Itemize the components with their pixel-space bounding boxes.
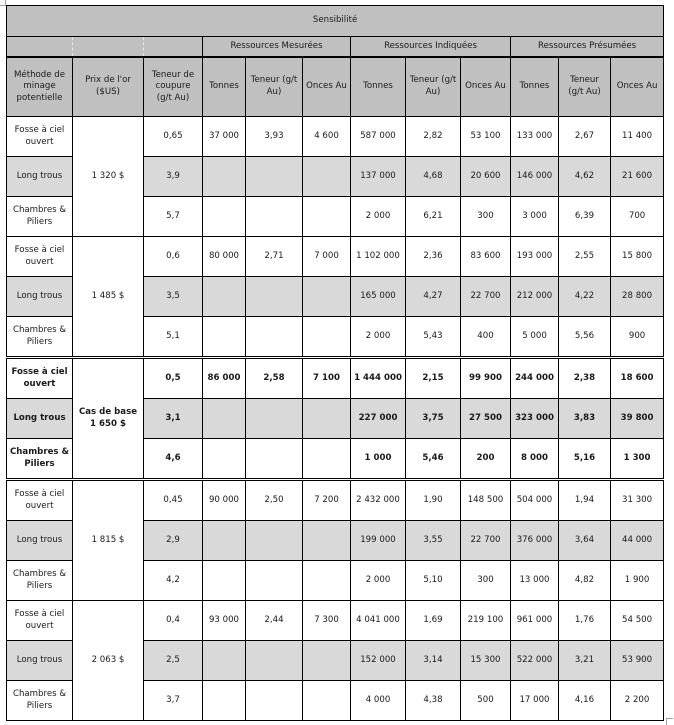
cell-indicated-tonnes: 227 000 <box>351 399 406 439</box>
cell-measured-tonnes <box>203 641 246 681</box>
column-header-indicated-grade: Teneur (g/t Au) <box>406 57 461 117</box>
cell-inferred-grade: 4,82 <box>559 561 611 601</box>
cell-cutoff-grade: 4,6 <box>144 439 203 480</box>
cell-measured-tonnes: 80 000 <box>203 237 246 277</box>
column-header-inferred-ounces: Onces Au <box>611 57 664 117</box>
cell-measured-ounces <box>303 521 351 561</box>
cell-measured-grade <box>246 561 303 601</box>
group-header-measured: Ressources Mesurées <box>203 37 351 58</box>
cell-measured-tonnes: 90 000 <box>203 480 246 521</box>
cell-inferred-tonnes: 133 000 <box>511 117 559 157</box>
cell-gold-price <box>73 358 144 480</box>
cell-indicated-tonnes: 137 000 <box>351 157 406 197</box>
cell-indicated-tonnes: 165 000 <box>351 277 406 317</box>
cell-method: Chambres & Piliers <box>7 317 73 358</box>
cell-inferred-grade: 6,39 <box>559 197 611 237</box>
cell-measured-ounces: 7 200 <box>303 480 351 521</box>
cell-gold-price <box>73 117 144 237</box>
cell-cutoff-grade: 2,9 <box>144 521 203 561</box>
gold-price-label: 2 063 $ <box>91 654 125 665</box>
cell-inferred-ounces: 31 300 <box>611 480 664 521</box>
cell-inferred-ounces: 44 000 <box>611 521 664 561</box>
cell-indicated-grade: 3,14 <box>406 641 461 681</box>
cell-inferred-grade: 4,62 <box>559 157 611 197</box>
cell-inferred-ounces: 54 500 <box>611 601 664 641</box>
cell-measured-ounces: 7 000 <box>303 237 351 277</box>
cell-method: Fosse à ciel ouvert <box>7 237 73 277</box>
cell-cutoff-grade: 0,6 <box>144 237 203 277</box>
cell-measured-grade: 2,50 <box>246 480 303 521</box>
cell-inferred-tonnes: 376 000 <box>511 521 559 561</box>
cell-inferred-grade: 2,38 <box>559 358 611 399</box>
table-row <box>7 480 664 521</box>
cell-indicated-tonnes: 2 000 <box>351 317 406 358</box>
cell-inferred-ounces: 900 <box>611 317 664 358</box>
cell-inferred-grade: 1,76 <box>559 601 611 641</box>
cell-measured-ounces <box>303 317 351 358</box>
cell-indicated-ounces: 27 500 <box>461 399 511 439</box>
cell-measured-ounces <box>303 439 351 480</box>
cell-measured-grade <box>246 157 303 197</box>
cell-inferred-tonnes: 193 000 <box>511 237 559 277</box>
column-header-inferred-tonnes: Tonnes <box>511 57 559 117</box>
cell-indicated-grade: 4,68 <box>406 157 461 197</box>
cell-inferred-grade: 1,94 <box>559 480 611 521</box>
cell-measured-tonnes <box>203 157 246 197</box>
cell-measured-grade <box>246 439 303 480</box>
cell-indicated-tonnes: 1 444 000 <box>351 358 406 399</box>
cell-inferred-tonnes: 8 000 <box>511 439 559 480</box>
cell-indicated-grade: 5,46 <box>406 439 461 480</box>
cell-indicated-grade: 1,90 <box>406 480 461 521</box>
gold-price-label: Cas de base <box>78 406 138 417</box>
cell-cutoff-grade: 2,5 <box>144 641 203 681</box>
column-header-inferred-grade: Teneur (g/t Au) <box>559 57 611 117</box>
cell-indicated-grade: 3,75 <box>406 399 461 439</box>
table-row <box>7 601 664 641</box>
cell-inferred-tonnes: 504 000 <box>511 480 559 521</box>
cell-cutoff-grade: 0,5 <box>144 358 203 399</box>
cell-indicated-ounces: 99 900 <box>461 358 511 399</box>
cell-method: Long trous <box>7 521 73 561</box>
cell-method: Chambres & Piliers <box>7 561 73 601</box>
cell-method: Long trous <box>7 157 73 197</box>
column-header-measured-ounces: Onces Au <box>303 57 351 117</box>
cell-method: Fosse à ciel ouvert <box>7 358 73 399</box>
cell-indicated-grade: 4,38 <box>406 681 461 721</box>
cell-indicated-ounces: 22 700 <box>461 521 511 561</box>
page-corner-mark <box>666 718 673 725</box>
cell-inferred-ounces: 39 800 <box>611 399 664 439</box>
cell-measured-grade <box>246 681 303 721</box>
cell-indicated-ounces: 83 600 <box>461 237 511 277</box>
cell-inferred-tonnes: 3 000 <box>511 197 559 237</box>
cell-measured-ounces: 4 600 <box>303 117 351 157</box>
cell-measured-tonnes <box>203 197 246 237</box>
cell-inferred-tonnes: 323 000 <box>511 399 559 439</box>
cell-measured-ounces <box>303 157 351 197</box>
cell-indicated-grade: 5,10 <box>406 561 461 601</box>
cell-method: Long trous <box>7 641 73 681</box>
cell-indicated-grade: 2,36 <box>406 237 461 277</box>
cell-method: Chambres & Piliers <box>7 439 73 480</box>
cell-measured-grade <box>246 399 303 439</box>
cell-measured-tonnes <box>203 681 246 721</box>
cell-inferred-grade: 3,21 <box>559 641 611 681</box>
cell-indicated-tonnes: 587 000 <box>351 117 406 157</box>
cell-inferred-ounces: 1 900 <box>611 561 664 601</box>
cell-measured-tonnes <box>203 399 246 439</box>
cell-cutoff-grade: 3,1 <box>144 399 203 439</box>
column-header-cutoff: Teneur de coupure (g/t Au) <box>144 57 203 117</box>
cell-indicated-tonnes: 2 000 <box>351 561 406 601</box>
cell-indicated-tonnes: 1 102 000 <box>351 237 406 277</box>
cell-measured-ounces <box>303 277 351 317</box>
cell-inferred-grade: 5,16 <box>559 439 611 480</box>
cell-gold-price <box>73 601 144 721</box>
cell-inferred-tonnes: 146 000 <box>511 157 559 197</box>
cell-measured-ounces: 7 100 <box>303 358 351 399</box>
cell-method: Fosse à ciel ouvert <box>7 601 73 641</box>
cell-inferred-grade: 3,83 <box>559 399 611 439</box>
cell-measured-ounces <box>303 641 351 681</box>
group-spacer <box>7 37 73 58</box>
cell-cutoff-grade: 5,7 <box>144 197 203 237</box>
cell-measured-tonnes <box>203 277 246 317</box>
cell-indicated-grade: 2,15 <box>406 358 461 399</box>
cell-indicated-grade: 2,82 <box>406 117 461 157</box>
cell-gold-price <box>73 480 144 601</box>
cell-indicated-grade: 6,21 <box>406 197 461 237</box>
cell-inferred-grade: 2,67 <box>559 117 611 157</box>
cell-measured-tonnes: 93 000 <box>203 601 246 641</box>
cell-inferred-grade: 2,55 <box>559 237 611 277</box>
cell-method: Long trous <box>7 399 73 439</box>
cell-inferred-grade: 4,22 <box>559 277 611 317</box>
table-row <box>7 358 664 399</box>
cell-measured-grade <box>246 277 303 317</box>
gold-price-value: 1 650 $ <box>90 418 126 429</box>
cell-method: Fosse à ciel ouvert <box>7 117 73 157</box>
group-header-inferred: Ressources Présumées <box>511 37 664 58</box>
cell-inferred-ounces: 18 600 <box>611 358 664 399</box>
cell-inferred-ounces: 700 <box>611 197 664 237</box>
cell-method: Fosse à ciel ouvert <box>7 480 73 521</box>
gold-price-label: 1 485 $ <box>91 290 125 301</box>
cell-measured-grade: 3,93 <box>246 117 303 157</box>
cell-indicated-tonnes: 152 000 <box>351 641 406 681</box>
cell-indicated-tonnes: 199 000 <box>351 521 406 561</box>
cell-inferred-grade: 5,56 <box>559 317 611 358</box>
cell-cutoff-grade: 5,1 <box>144 317 203 358</box>
cell-measured-grade: 2,44 <box>246 601 303 641</box>
cell-measured-grade: 2,71 <box>246 237 303 277</box>
cell-indicated-ounces: 53 100 <box>461 117 511 157</box>
cell-inferred-ounces: 1 300 <box>611 439 664 480</box>
column-header-measured-tonnes: Tonnes <box>203 57 246 117</box>
cell-method: Chambres & Piliers <box>7 681 73 721</box>
cell-inferred-ounces: 11 400 <box>611 117 664 157</box>
cell-indicated-tonnes: 2 432 000 <box>351 480 406 521</box>
sensitivity-table <box>6 5 664 721</box>
cell-indicated-ounces: 15 300 <box>461 641 511 681</box>
cell-indicated-tonnes: 4 000 <box>351 681 406 721</box>
cell-indicated-ounces: 400 <box>461 317 511 358</box>
cell-inferred-tonnes: 17 000 <box>511 681 559 721</box>
column-header-price: Prix de l'or ($US) <box>73 57 144 117</box>
cell-method: Chambres & Piliers <box>7 197 73 237</box>
cell-inferred-ounces: 2 200 <box>611 681 664 721</box>
cell-indicated-grade: 5,43 <box>406 317 461 358</box>
group-spacer <box>73 37 144 58</box>
cell-inferred-tonnes: 244 000 <box>511 358 559 399</box>
cell-measured-grade <box>246 317 303 358</box>
cell-inferred-tonnes: 13 000 <box>511 561 559 601</box>
cell-measured-ounces <box>303 197 351 237</box>
cell-indicated-ounces: 300 <box>461 197 511 237</box>
cell-measured-tonnes <box>203 561 246 601</box>
cell-indicated-grade: 3,55 <box>406 521 461 561</box>
cell-indicated-ounces: 500 <box>461 681 511 721</box>
cell-cutoff-grade: 0,4 <box>144 601 203 641</box>
group-header-indicated: Ressources Indiquées <box>351 37 511 58</box>
cell-inferred-tonnes: 212 000 <box>511 277 559 317</box>
cell-indicated-grade: 4,27 <box>406 277 461 317</box>
cell-inferred-ounces: 21 600 <box>611 157 664 197</box>
cell-inferred-grade: 3,64 <box>559 521 611 561</box>
cell-measured-ounces: 7 300 <box>303 601 351 641</box>
cell-method: Long trous <box>7 277 73 317</box>
gold-price-label: 1 320 $ <box>91 170 125 181</box>
cell-inferred-tonnes: 961 000 <box>511 601 559 641</box>
gold-price-label: 1 815 $ <box>91 534 125 545</box>
cell-inferred-grade: 4,16 <box>559 681 611 721</box>
cell-cutoff-grade: 3,9 <box>144 157 203 197</box>
cell-indicated-ounces: 200 <box>461 439 511 480</box>
cell-indicated-grade: 1,69 <box>406 601 461 641</box>
cell-indicated-tonnes: 1 000 <box>351 439 406 480</box>
cell-cutoff-grade: 3,5 <box>144 277 203 317</box>
cell-indicated-ounces: 20 600 <box>461 157 511 197</box>
column-header-indicated-ounces: Onces Au <box>461 57 511 117</box>
column-header-method: Méthode de minage potentielle <box>7 57 73 117</box>
table-title: Sensibilité <box>7 6 664 37</box>
cell-measured-ounces <box>303 681 351 721</box>
table-row <box>7 237 664 277</box>
column-header-indicated-tonnes: Tonnes <box>351 57 406 117</box>
cell-inferred-tonnes: 5 000 <box>511 317 559 358</box>
cell-measured-tonnes <box>203 521 246 561</box>
table-row <box>7 117 664 157</box>
cell-cutoff-grade: 3,7 <box>144 681 203 721</box>
cell-indicated-ounces: 219 100 <box>461 601 511 641</box>
cell-indicated-tonnes: 2 000 <box>351 197 406 237</box>
cell-inferred-ounces: 28 800 <box>611 277 664 317</box>
cell-measured-ounces <box>303 399 351 439</box>
cell-inferred-tonnes: 522 000 <box>511 641 559 681</box>
cell-measured-tonnes <box>203 439 246 480</box>
cell-indicated-ounces: 22 700 <box>461 277 511 317</box>
cell-inferred-ounces: 15 800 <box>611 237 664 277</box>
cell-measured-ounces <box>303 561 351 601</box>
cell-measured-tonnes: 37 000 <box>203 117 246 157</box>
cell-measured-tonnes: 86 000 <box>203 358 246 399</box>
group-spacer <box>144 37 203 58</box>
cell-indicated-ounces: 300 <box>461 561 511 601</box>
cell-cutoff-grade: 0,65 <box>144 117 203 157</box>
cell-gold-price <box>73 237 144 358</box>
cell-cutoff-grade: 4,2 <box>144 561 203 601</box>
cell-measured-tonnes <box>203 317 246 358</box>
column-header-measured-grade: Teneur (g/t Au) <box>246 57 303 117</box>
cell-measured-grade <box>246 197 303 237</box>
cell-cutoff-grade: 0,45 <box>144 480 203 521</box>
cell-measured-grade <box>246 521 303 561</box>
cell-measured-grade <box>246 641 303 681</box>
cell-measured-grade: 2,58 <box>246 358 303 399</box>
cell-inferred-ounces: 53 900 <box>611 641 664 681</box>
cell-indicated-tonnes: 4 041 000 <box>351 601 406 641</box>
cell-indicated-ounces: 148 500 <box>461 480 511 521</box>
